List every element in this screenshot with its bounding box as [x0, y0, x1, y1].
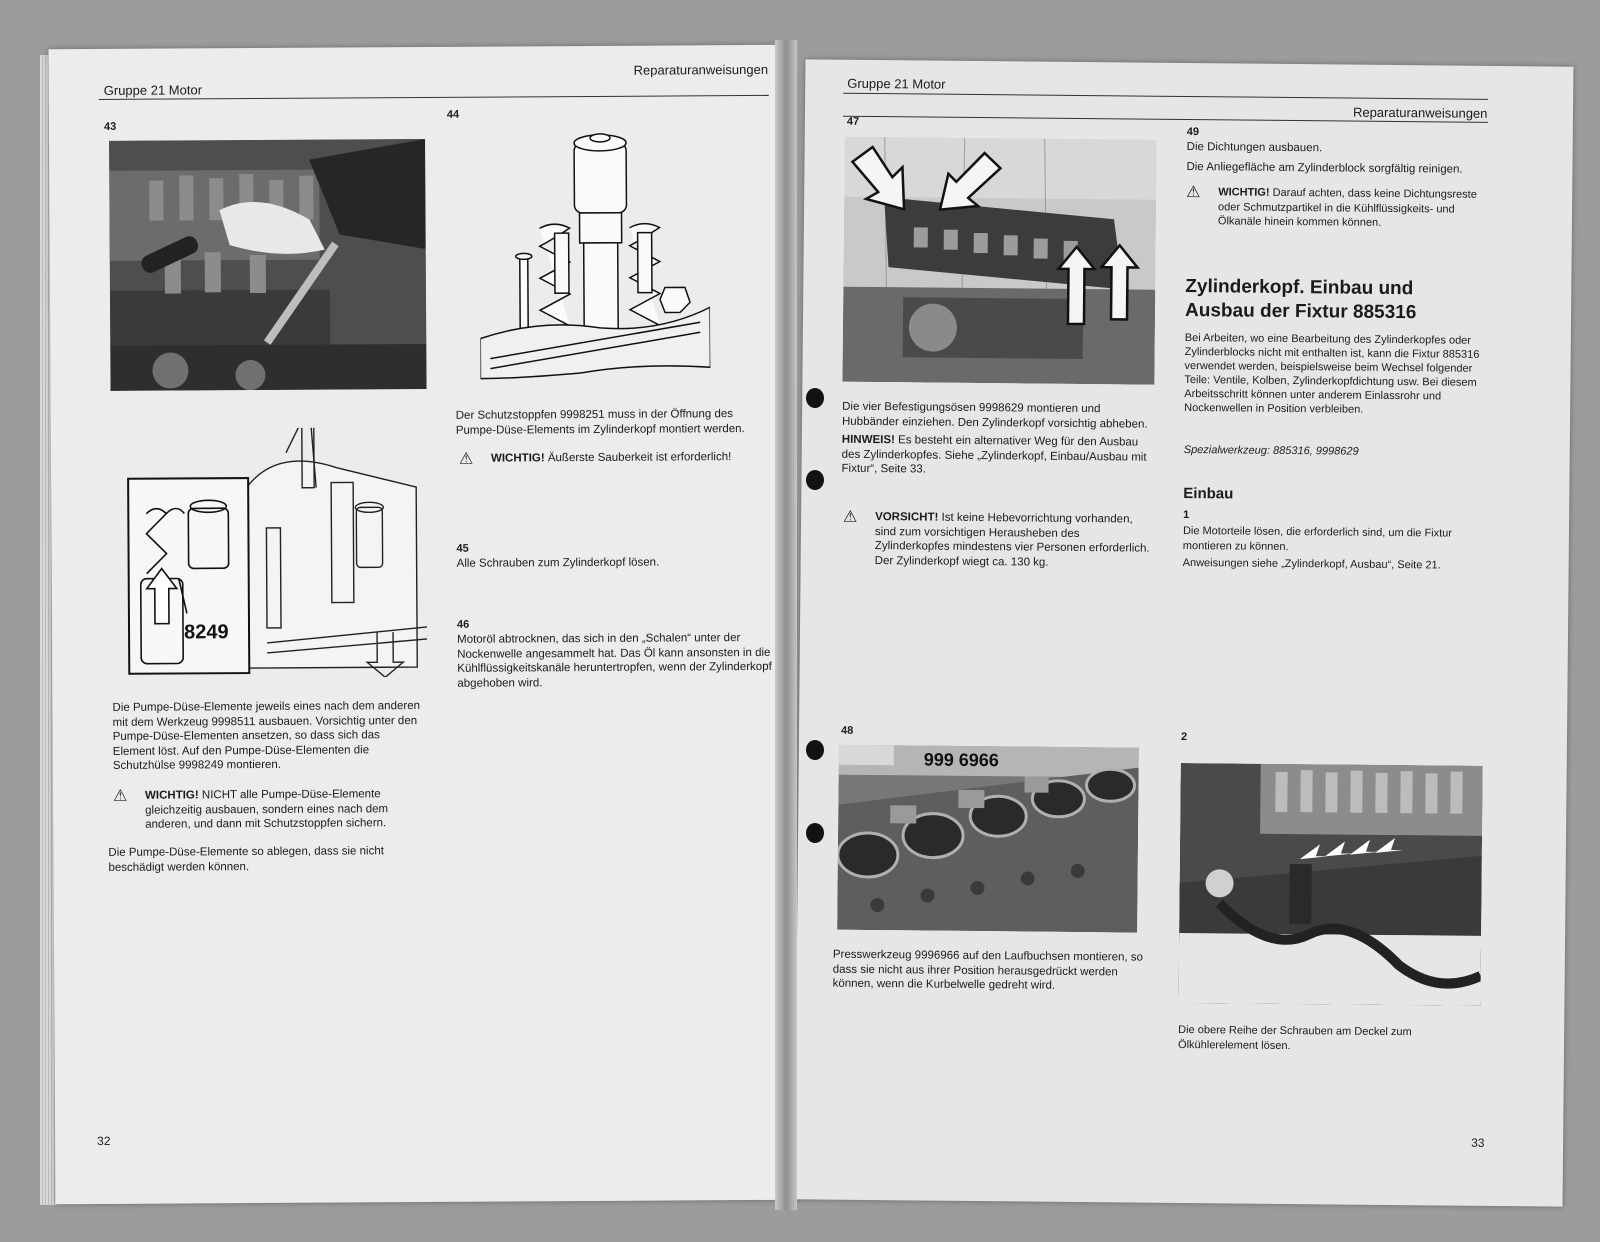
warning-text: Äußerste Sauberkeit ist erforderlich!	[547, 451, 732, 465]
right-section-header: Reparaturanweisungen	[1352, 104, 1488, 121]
binding-hole	[806, 823, 824, 843]
binding-hole	[806, 740, 824, 760]
warning-triangle-icon: ⚠	[843, 508, 858, 526]
caution-text: Ist keine Hebevorrichtung vorhanden, sind zum vorsichtigen Herausheben des Zylinderkopfes mindestens vier Personen erforderlich. Der Zylinderkopf wiegt ca. 130 kg.	[874, 511, 1150, 569]
photo-press-tool	[837, 745, 1139, 933]
step-number-46: 46	[456, 618, 470, 631]
warning-text: Darauf achten, dass keine Dichtungsreste oder Schmutzpartikel in die Kühlflüssigkeits- und Ölkanäle hinein kommen können.	[1217, 186, 1477, 229]
warning-triangle-icon: ⚠	[112, 787, 128, 805]
caution-label: VORSICHT!	[875, 511, 939, 524]
section-title: Zylinderkopf. Einbau und Ausbau der Fixtur 885316	[1184, 275, 1417, 324]
warning-label: WICHTIG!	[490, 452, 545, 465]
left-page	[48, 45, 797, 1205]
step-43-instructions: Die Pumpe-Düse-Elemente jeweils eines nach dem anderen mit dem Werkzeug 9998511 ausbauen. Vorsichtig unter den Pumpe-Düse-Elementen ansetzen, so dass sich das Element löst. Auf den Pumpe-Düse-Elementen die Schutzhülse 9998249 montieren.	[112, 700, 421, 772]
step-number-43: 43	[103, 120, 117, 133]
einbau-step-number-2: 2	[1180, 730, 1188, 744]
einbau-heading: Einbau	[1183, 484, 1234, 503]
right-page	[795, 59, 1574, 1206]
step-49-instruction-1: Die Dichtungen ausbauen.	[1186, 141, 1323, 155]
hint-label: HINWEIS!	[841, 433, 895, 447]
step-43-storage-note: Die Pumpe-Düse-Elemente so ablegen, dass sie nicht beschädigt werden können.	[108, 845, 384, 874]
hint-block	[841, 433, 1156, 480]
einbau-step-2-instructions: Die obere Reihe der Schrauben am Deckel zum Ölkühlerelement lösen.	[1177, 1023, 1412, 1052]
left-running-header: Gruppe 21 Motor	[103, 82, 203, 98]
step-47-instructions: Die vier Befestigungsösen 9998629 montieren und Hubbänder einziehen. Den Zylinderkopf vorsichtig abheben.	[841, 400, 1148, 431]
hint-text: Es besteht ein alternativer Weg für den Ausbau des Zylinderkopfes. Siehe „Zylinderkopf, Einbau/Ausbau mit Fixtur“, Seite 33.	[841, 434, 1147, 476]
photo-cylinder-head-lift	[842, 137, 1156, 385]
step-number-47: 47	[846, 115, 860, 128]
book-spine	[775, 40, 797, 1210]
warning-triangle-icon: ⚠	[458, 450, 474, 468]
warning-text: NICHT alle Pumpe-Düse-Elemente gleichzeitig ausbauen, sondern eines nach dem anderen, und dann mit Schutzstoppfen sichern.	[145, 788, 389, 831]
step-46-instructions: Motoröl abtrocknen, das sich in den „Schalen“ unter der Nockenwelle angesammelt hat. Das Öl kann ansonsten in die Kühlflüssigkeitskanäle heruntertropfen, wenn der Zylinderkopf abgehoben wird.	[457, 632, 772, 690]
einbau-step-number-1: 1	[1183, 508, 1190, 522]
photo-injector-removal	[109, 139, 427, 391]
einbau-step-1-instructions: Die Motorteile lösen, die erforderlich sind, um die Fixtur montieren zu können.	[1182, 524, 1453, 553]
step-number-48: 48	[840, 724, 854, 737]
left-section-header: Reparaturanweisungen	[633, 61, 769, 78]
callout-8249: 8249	[183, 621, 229, 644]
step-number-49: 49	[1186, 126, 1200, 139]
warning-label: WICHTIG!	[145, 789, 199, 802]
warning-block-2	[459, 450, 779, 466]
page-number-left: 32	[97, 1133, 111, 1148]
einbau-step-1-reference: Anweisungen siehe „Zylinderkopf, Ausbau“, Seite 21.	[1182, 556, 1441, 572]
warning-label: WICHTIG!	[1218, 186, 1270, 199]
step-49-instruction-2: Die Anliegefläche am Zylinderblock sorgfältig reinigen.	[1186, 161, 1463, 176]
step-44-instructions: Der Schutzstoppfen 9998251 muss in der Öffnung des Pumpe-Düse-Elements im Zylinderkopf montiert werden.	[455, 408, 745, 437]
step-48-instructions: Presswerkzeug 9996966 auf den Laufbuchsen montieren, so dass sie nicht aus ihrer Position herausgedrückt werden können, wenn die Kurbelwelle gedreht wird.	[832, 948, 1144, 992]
step-number-44: 44	[446, 108, 460, 121]
binding-hole	[806, 388, 824, 408]
drawing-protective-plug	[479, 127, 711, 383]
step-45-instructions: Alle Schrauben zum Zylinderkopf lösen.	[456, 556, 660, 570]
photo-oil-cooler-screws	[1178, 763, 1482, 1006]
step-number-45: 45	[456, 542, 469, 555]
caution-block	[843, 510, 1156, 571]
right-running-header: Gruppe 21 Motor	[847, 75, 946, 92]
warning-block-1	[113, 787, 423, 832]
special-tool-note: Spezialwerkzeug: 885316, 9998629	[1183, 443, 1359, 458]
page-number-right: 33	[1471, 1135, 1485, 1150]
warning-block-3	[1186, 185, 1486, 231]
header-rule-top	[843, 93, 1488, 100]
warning-triangle-icon: ⚠	[1186, 184, 1201, 202]
section-intro: Bei Arbeiten, wo eine Bearbeitung des Zylinderkopfes oder Zylinderblocks nicht mit enthalten ist, kann die Fixtur 885316 verwendet werden, beispielsweise beim Wechsel folgender Teile: Ventile, Kolben, Zylinderkopfdichtung usw. Bei diesem Arbeitsschritt können unter anderem Einlassrohr und Nockenwellen in Position verbleiben.	[1184, 331, 1480, 416]
callout-999-6966: 999 6966	[923, 749, 999, 771]
binding-hole	[806, 470, 824, 490]
drawing-protective-sleeve	[126, 427, 428, 679]
